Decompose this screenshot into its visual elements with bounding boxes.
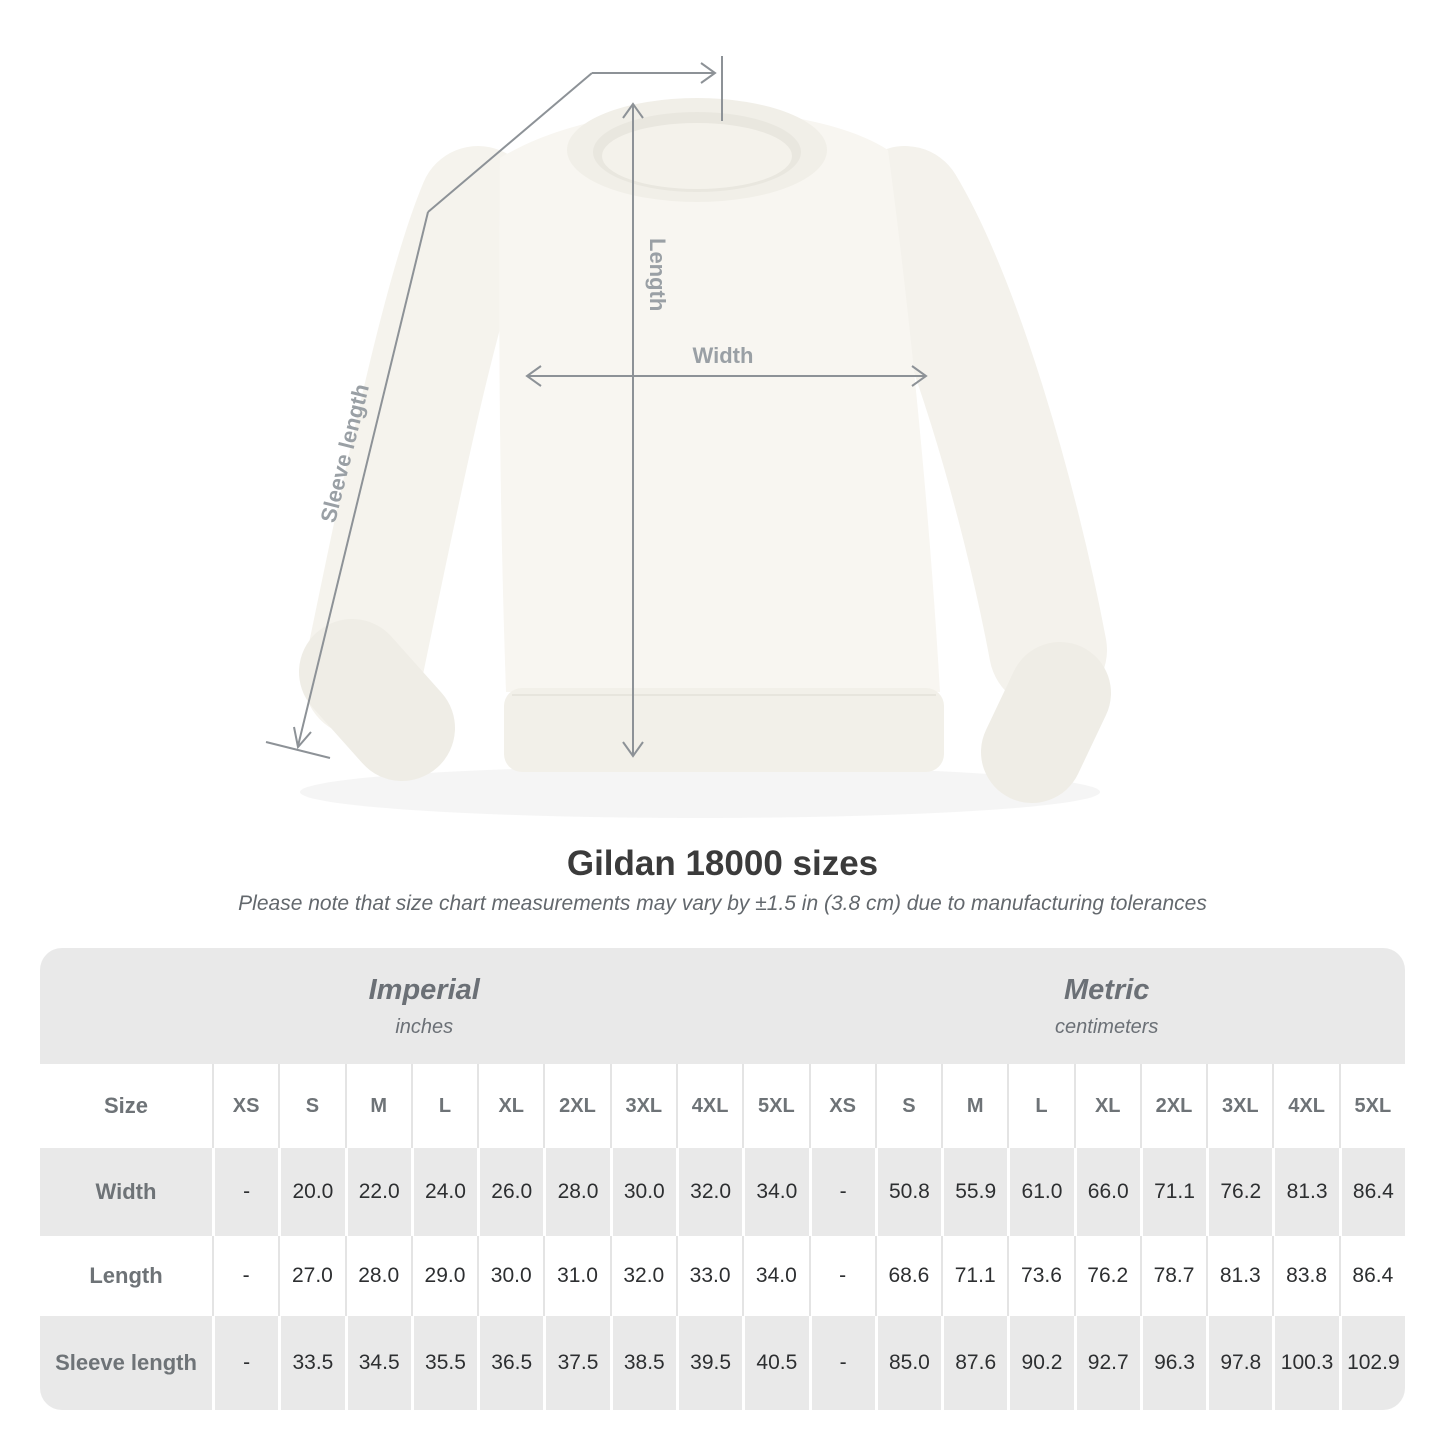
measurement-value: 34.5 (345, 1316, 411, 1410)
measurement-value: 37.5 (543, 1316, 609, 1410)
measurement-value: 92.7 (1074, 1316, 1140, 1410)
measurement-value: 26.0 (477, 1148, 543, 1236)
measurement-value: 24.0 (411, 1148, 477, 1236)
width-measure-label: Width (692, 343, 754, 368)
metric-unit-group (808, 948, 1405, 1064)
measurement-value: 50.8 (875, 1148, 941, 1236)
measurement-value: - (212, 1148, 278, 1236)
measurement-value: 28.0 (543, 1148, 609, 1236)
tolerance-note: Please note that size chart measurements may vary by ±1.5 in (3.8 cm) due to manufacturing tolerances (238, 892, 1207, 915)
measurement-value: 32.0 (610, 1236, 676, 1316)
size-column-header: 5XL (1339, 1064, 1405, 1148)
row-label: Sleeve length (40, 1316, 212, 1410)
metric-label: Metric (1064, 973, 1150, 1006)
measurement-value: 27.0 (278, 1236, 344, 1316)
page-title: Gildan 18000 sizes (566, 844, 879, 883)
measurement-value: 29.0 (411, 1236, 477, 1316)
measurement-value: 35.5 (411, 1316, 477, 1410)
size-column-header: 5XL (742, 1064, 808, 1148)
measurement-value: 61.0 (1007, 1148, 1073, 1236)
row-label: Width (40, 1148, 212, 1236)
measurement-value: 97.8 (1206, 1316, 1272, 1410)
measurement-value: - (212, 1236, 278, 1316)
collar-inner (602, 123, 792, 189)
imperial-unit-group (40, 948, 808, 1064)
measurement-value: 71.1 (941, 1236, 1007, 1316)
size-column-header: XL (477, 1064, 543, 1148)
imperial-label: Imperial (368, 973, 480, 1006)
measurement-value: 22.0 (345, 1148, 411, 1236)
measurement-value: 96.3 (1140, 1316, 1206, 1410)
size-column-header: 2XL (543, 1064, 609, 1148)
left-cuff (352, 672, 402, 728)
measurement-value: 55.9 (941, 1148, 1007, 1236)
size-column-header: XS (212, 1064, 278, 1148)
measurement-value: 81.3 (1272, 1148, 1338, 1236)
right-cuff (1032, 693, 1060, 752)
measurement-value: 86.4 (1339, 1148, 1405, 1236)
size-column-header: 4XL (1272, 1064, 1338, 1148)
size-column-header: 4XL (676, 1064, 742, 1148)
measurement-value: 31.0 (543, 1236, 609, 1316)
hem-band (504, 688, 944, 772)
measurement-value: 76.2 (1074, 1236, 1140, 1316)
measurement-value: 38.5 (610, 1316, 676, 1410)
size-column-header: S (875, 1064, 941, 1148)
measurement-value: - (809, 1316, 875, 1410)
length-measure-label: Length (645, 238, 670, 312)
size-column-header: L (1007, 1064, 1073, 1148)
measurement-value: 81.3 (1206, 1236, 1272, 1316)
measurement-value: 83.8 (1272, 1236, 1338, 1316)
measurement-value: 33.5 (278, 1316, 344, 1410)
size-column-header: 3XL (1206, 1064, 1272, 1148)
metric-sublabel: centimeters (1055, 1015, 1159, 1038)
size-column-header: 3XL (610, 1064, 676, 1148)
measurement-value: 34.0 (742, 1236, 808, 1316)
measurement-value: 90.2 (1007, 1316, 1073, 1410)
measurement-value: 30.0 (610, 1148, 676, 1236)
size-column-header: L (411, 1064, 477, 1148)
size-column-header: XS (809, 1064, 875, 1148)
unit-header-band (40, 948, 1405, 1064)
measurement-value: - (809, 1236, 875, 1316)
measurement-value: 78.7 (1140, 1236, 1206, 1316)
size-table (40, 948, 1405, 1410)
measurement-value: 85.0 (875, 1316, 941, 1410)
left-sleeve (362, 205, 478, 678)
measurement-value: 36.5 (477, 1316, 543, 1410)
size-column-header: M (345, 1064, 411, 1148)
row-label: Size (40, 1064, 212, 1148)
measurement-value: 28.0 (345, 1236, 411, 1316)
measurement-value: - (212, 1316, 278, 1410)
measurement-value: 33.0 (676, 1236, 742, 1316)
measurement-value: 40.5 (742, 1316, 808, 1410)
size-column-header: M (941, 1064, 1007, 1148)
measurement-value: 100.3 (1272, 1316, 1338, 1410)
measurement-value: 20.0 (278, 1148, 344, 1236)
imperial-sublabel: inches (395, 1015, 454, 1038)
measurement-value: 87.6 (941, 1316, 1007, 1410)
measurement-value: 34.0 (742, 1148, 808, 1236)
measurement-value: 76.2 (1206, 1148, 1272, 1236)
measurement-value: 73.6 (1007, 1236, 1073, 1316)
measurement-value: 39.5 (676, 1316, 742, 1410)
size-column-header: S (278, 1064, 344, 1148)
measurement-value: 32.0 (676, 1148, 742, 1236)
sleeve-length-measure-label: Sleeve length (315, 381, 375, 526)
measurement-value: 30.0 (477, 1236, 543, 1316)
measurement-value: 102.9 (1339, 1316, 1405, 1410)
measurement-value: 71.1 (1140, 1148, 1206, 1236)
measurement-value: 66.0 (1074, 1148, 1140, 1236)
size-table-grid (40, 1064, 1405, 1410)
size-column-header: 2XL (1140, 1064, 1206, 1148)
measurement-value: 68.6 (875, 1236, 941, 1316)
measurement-value: - (809, 1148, 875, 1236)
size-column-header: XL (1074, 1064, 1140, 1148)
row-label: Length (40, 1236, 212, 1316)
measurement-value: 86.4 (1339, 1236, 1405, 1316)
